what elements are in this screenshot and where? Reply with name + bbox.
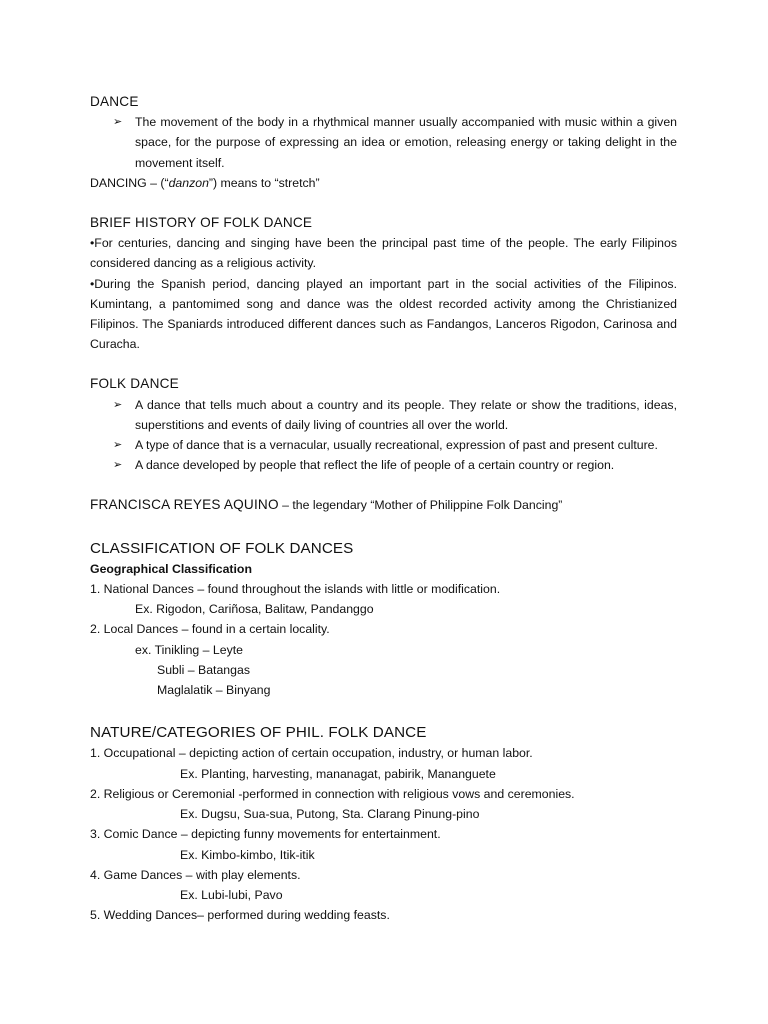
classification-heading: CLASSIFICATION OF FOLK DANCES	[90, 539, 354, 557]
local-dances: 2. Local Dances – found in a certain locality.	[90, 622, 330, 637]
geographical-subheading: Geographical Classification	[90, 561, 252, 576]
arrow-bullet-icon: ➢	[113, 398, 123, 411]
arrow-bullet-icon: ➢	[113, 439, 123, 452]
national-dances: 1. National Dances – found throughout the islands with little or modification.	[90, 582, 501, 597]
arrow-bullet-icon: ➢	[113, 459, 123, 472]
folk-dance-bullets	[90, 395, 677, 476]
nature-item-5: 5. Wedding Dances– performed during wedding feasts.	[90, 908, 390, 923]
nature-example-4: Ex. Lubi-lubi, Pavo	[180, 887, 283, 902]
nature-item-2: 2. Religious or Ceremonial -performed in connection with religious vows and ceremonies.	[90, 786, 575, 801]
nature-item-4: 4. Game Dances – with play elements.	[90, 867, 301, 882]
list-item: ➢ A type of dance that is a vernacular, usually recreational, expression of past and present culture.	[90, 435, 677, 455]
local-example-2: Subli – Batangas	[157, 662, 250, 677]
local-example-3: Maglalatik – Binyang	[157, 683, 271, 698]
nature-example-1: Ex. Planting, harvesting, mananagat, pabirik, Mananguete	[180, 766, 496, 781]
arrow-bullet-icon: ➢	[113, 116, 123, 129]
dance-heading: DANCE	[90, 94, 139, 109]
list-item: ➢ The movement of the body in a rhythmical manner usually accompanied with music within a given space, for the purpose of expressing an idea or emotion, releasing energy or taking delight in the movement itself.	[90, 112, 677, 173]
history-heading: BRIEF HISTORY OF FOLK DANCE	[90, 215, 313, 231]
dance-bullets	[90, 112, 677, 173]
list-item: ➢ A dance that tells much about a country and its people. They relate or show the traditions, ideas, superstitions and events of daily living of countries all over the world.	[90, 395, 677, 435]
history-paragraph-1: •For centuries, dancing and singing have been the principal past time of the people. The early Filipinos considered dancing as a religious activity.	[90, 236, 677, 271]
history-paragraph-2: •During the Spanish period, dancing played an important part in the social activities of the Filipinos. Kumintang, a pantomimed song and dance was the oldest recorded activity among the Christianized Filipinos. The Spaniards introduced different dances such as Fandangos, Lanceros Rigodon, Carinosa and Curacha.	[90, 276, 677, 352]
nature-item-1: 1. Occupational – depicting action of certain occupation, industry, or human labor.	[90, 746, 533, 761]
list-item: ➢ A dance developed by people that reflect the life of people of a certain country or region.	[90, 455, 677, 475]
nature-heading: NATURE/CATEGORIES OF PHIL. FOLK DANCE	[90, 724, 427, 742]
folk-dance-heading: FOLK DANCE	[90, 376, 179, 392]
aquino-line: FRANCISCA REYES AQUINO – the legendary “Mother of Philippine Folk Dancing”	[90, 497, 563, 513]
nature-example-3: Ex. Kimbo-kimbo, Itik-itik	[180, 847, 315, 862]
nature-item-3: 3. Comic Dance – depicting funny movements for entertainment.	[90, 827, 441, 842]
nature-example-2: Ex. Dugsu, Sua-sua, Putong, Sta. Clarang Pinung-pino	[180, 807, 480, 822]
national-examples: Ex. Rigodon, Cariñosa, Balitaw, Pandanggo	[135, 602, 374, 617]
dancing-definition: DANCING – (“danzon”) means to “stretch”	[90, 175, 320, 190]
document-page	[90, 92, 677, 925]
local-example-1: ex. Tinikling – Leyte	[135, 642, 243, 657]
